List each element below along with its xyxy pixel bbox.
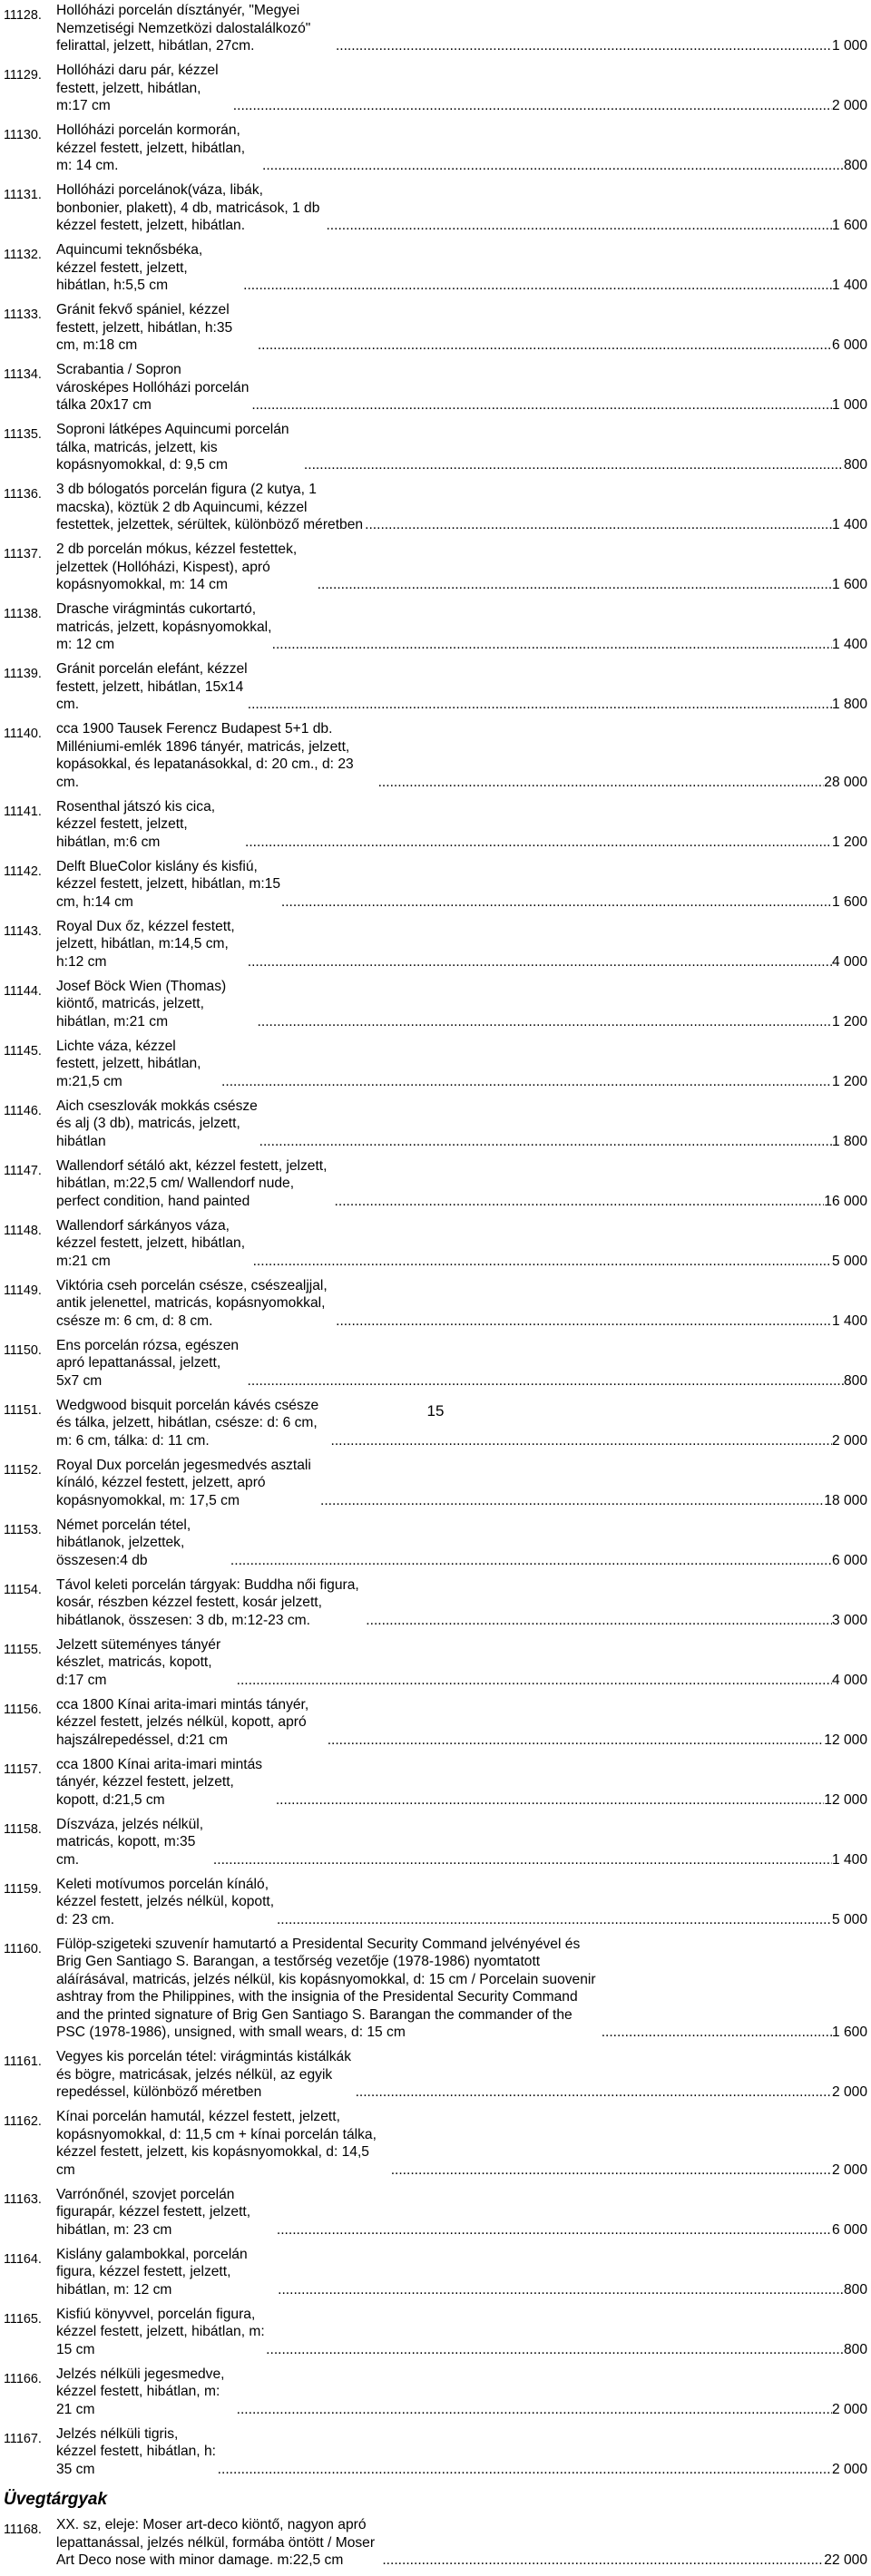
lot-number: 11161. — [4, 2054, 42, 2069]
lot-item — [4, 2108, 867, 2179]
lot-description — [56, 1576, 867, 1630]
lot-number: 11157. — [4, 1761, 42, 1777]
lot-item — [4, 660, 867, 714]
lot-text: Josef Böck Wien (Thomas) kiöntő, matricás, jelzett, hibátlan, m:21 cm — [56, 978, 227, 1029]
lot-item — [4, 421, 867, 474]
dot-leader — [277, 2221, 832, 2239]
lot-text: Viktória cseh porcelán csésze, csészealjjal, antik jelenettel, matricás, kopásnyomokkal, csésze m: 6 cm, d: 8 cm. — [56, 1277, 328, 1329]
lot-price: 1 400 — [831, 278, 867, 293]
lot-list — [4, 2, 867, 2576]
dot-leader — [366, 1612, 832, 1630]
lot-item — [4, 1098, 867, 1151]
lot-number: 11140. — [4, 727, 42, 741]
lot-number: 11146. — [4, 1103, 42, 1118]
dot-leader — [335, 1193, 825, 1211]
lot-item — [4, 1816, 867, 1869]
lot-price: 16 000 — [824, 1193, 867, 1209]
lot-leader-line — [56, 1936, 867, 2042]
lot-leader-line — [56, 1517, 867, 1570]
lot-price: 6 000 — [831, 1552, 867, 1568]
dot-leader — [382, 2552, 824, 2570]
dot-leader — [230, 1552, 832, 1570]
dot-leader — [336, 37, 832, 55]
lot-description — [56, 1816, 867, 1869]
lot-description — [56, 301, 867, 355]
lot-description — [56, 181, 867, 235]
lot-description — [56, 918, 867, 971]
lot-price: 2 000 — [831, 1432, 867, 1449]
lot-item — [4, 918, 867, 971]
dot-leader — [258, 1013, 832, 1031]
lot-description — [56, 798, 867, 852]
dot-leader — [356, 2083, 832, 2102]
lot-description — [56, 2186, 867, 2239]
lot-item — [4, 1337, 867, 1390]
lot-price: 22 000 — [824, 2552, 867, 2568]
lot-text: Soproni látképes Aquincumi porcelán tálka, matricás, jelzett, kis kopásnyomokkal, d: 9,5 cm — [56, 422, 289, 473]
dot-leader — [276, 1791, 824, 1810]
lot-item — [4, 2, 867, 55]
lot-number: 11128. — [4, 8, 42, 23]
dot-leader — [328, 1732, 825, 1750]
lot-description — [56, 122, 867, 175]
lot-number: 11148. — [4, 1223, 42, 1238]
lot-price: 4 000 — [831, 1672, 867, 1688]
lot-text: Ens porcelán rózsa, egészen apró lepattanással, jelzett, 5x7 cm — [56, 1337, 240, 1389]
lot-leader-line — [56, 181, 867, 235]
lot-item — [4, 1576, 867, 1630]
lot-leader-line — [56, 1756, 867, 1810]
lot-text: Kisfiú könyvvel, porcelán figura, kézzel festett, jelzett, hibátlan, m: 15 cm — [56, 2306, 265, 2357]
lot-number: 11147. — [4, 1163, 42, 1178]
dot-leader — [272, 636, 832, 654]
lot-price: 6 000 — [831, 337, 867, 353]
lot-leader-line — [56, 2366, 867, 2419]
lot-item — [4, 2425, 867, 2479]
dot-leader — [233, 97, 832, 115]
lot-item — [4, 2246, 867, 2299]
lot-number: 11134. — [4, 367, 42, 382]
lot-description — [56, 421, 867, 474]
lot-text: 2 db porcelán mókus, kézzel festettek, jelzettek (Hollóházi, Kispest), apró kopásnyomokkal, m: 14 cm — [56, 542, 298, 592]
dot-leader — [320, 1492, 824, 1510]
dot-leader — [331, 1432, 832, 1450]
lot-item — [4, 1038, 867, 1091]
lot-description — [56, 2, 867, 55]
lot-number: 11149. — [4, 1283, 42, 1298]
lot-leader-line — [56, 541, 867, 594]
lot-description — [56, 1217, 867, 1271]
lot-description — [56, 241, 867, 295]
lot-number: 11165. — [4, 2311, 42, 2327]
lot-leader-line — [56, 1098, 867, 1151]
lot-description — [56, 1756, 867, 1810]
lot-leader-line — [56, 2186, 867, 2239]
lot-description — [56, 858, 867, 912]
lot-number: 11130. — [4, 128, 42, 142]
dot-leader — [318, 576, 832, 594]
lot-price: 5 000 — [831, 1911, 867, 1927]
dot-leader — [262, 157, 844, 175]
lot-item — [4, 1756, 867, 1810]
lot-description — [56, 2366, 867, 2419]
dot-leader — [251, 396, 832, 415]
lot-number: 11167. — [4, 2431, 42, 2446]
lot-leader-line — [56, 798, 867, 852]
lot-leader-line — [56, 361, 867, 415]
lot-leader-line — [56, 1157, 867, 1211]
dot-leader — [326, 217, 832, 235]
lot-text: Német porcelán tétel, hibátlanok, jelzettek, összesen:4 db — [56, 1517, 191, 1568]
lot-price: 18 000 — [824, 1492, 867, 1508]
lot-price: 1 400 — [831, 517, 867, 532]
lot-text: Wallendorf sárkányos váza, kézzel festett, jelzett, hibátlan, m:21 cm — [56, 1217, 246, 1269]
lot-number: 11142. — [4, 864, 42, 879]
lot-text: Gránit porcelán elefánt, kézzel festett, jelzett, hibátlan, 15x14 cm. — [56, 661, 248, 712]
lot-list-porcelain — [4, 2, 867, 2478]
lot-price: 2 000 — [831, 2161, 867, 2178]
dot-leader — [248, 953, 832, 971]
lot-item — [4, 858, 867, 912]
lot-description — [56, 660, 867, 714]
dot-leader — [248, 1372, 844, 1390]
lot-description — [56, 1876, 867, 1929]
lot-description — [56, 1157, 867, 1211]
lot-leader-line — [56, 1337, 867, 1390]
lot-item — [4, 978, 867, 1031]
dot-leader — [278, 2281, 844, 2299]
lot-text: Rosenthal játszó kis cica, kézzel festett, jelzett, hibátlan, m:6 cm — [56, 798, 216, 850]
lot-item — [4, 1517, 867, 1570]
lot-number: 11143. — [4, 923, 42, 939]
lot-leader-line — [56, 2, 867, 55]
lot-number: 11168. — [4, 2522, 42, 2537]
lot-text: Scrabantia / Sopron városképes Hollóházi porcelán tálka 20x17 cm — [56, 362, 250, 413]
lot-description — [56, 1696, 867, 1750]
lot-item — [4, 1636, 867, 1690]
lot-price: 1 800 — [831, 1133, 867, 1149]
lot-number: 11162. — [4, 2114, 42, 2129]
lot-item — [4, 541, 867, 594]
lot-price: 1 600 — [831, 893, 867, 910]
lot-text: Gránit fekvő spániel, kézzel festett, jelzett, hibátlan, h:35 cm, m:18 cm — [56, 302, 233, 353]
lot-item — [4, 1157, 867, 1211]
lot-number: 11156. — [4, 1702, 42, 1717]
lot-price: 1 200 — [831, 834, 867, 850]
lot-text: Varrónőnél, szovjet porcelán figurapár, kézzel festett, jelzett, hibátlan, m: 23 cm — [56, 2186, 251, 2238]
lot-description — [56, 2306, 867, 2359]
dot-leader — [365, 516, 832, 534]
lot-price: 1 600 — [831, 218, 867, 233]
lot-price: 1 400 — [831, 637, 867, 652]
lot-leader-line — [56, 600, 867, 654]
lot-item — [4, 241, 867, 295]
lot-leader-line — [56, 720, 867, 791]
lot-price: 2 000 — [831, 2461, 867, 2477]
dot-leader — [218, 2461, 832, 2479]
lot-description — [56, 2246, 867, 2299]
lot-text: Kínai porcelán hamutál, kézzel festett, jelzett, kopásnyomokkal, d: 11,5 cm + kínai porcelán tálka, kézzel festett, jelzett, kis kopásnyomokkal, d: 14,5 cm — [56, 2109, 377, 2178]
lot-item — [4, 1277, 867, 1331]
lot-description — [56, 62, 867, 115]
lot-item — [4, 1457, 867, 1510]
lot-text: cca 1800 Kínai arita-imari mintás tányér, kézzel festett, jelzett, kopott, d:21,5 cm — [56, 1756, 263, 1808]
lot-leader-line — [56, 301, 867, 355]
lot-leader-line — [56, 858, 867, 912]
lot-text: cca 1900 Tausek Ferencz Budapest 5+1 db. Milléniumi-emlék 1896 tányér, matricás, jelzett, kopásokkal, és lepatanásokkal, d: 20 cm., d: 23 cm. — [56, 721, 354, 790]
lot-price: 12 000 — [824, 1791, 867, 1808]
lot-leader-line — [56, 1636, 867, 1690]
lot-description — [56, 1038, 867, 1091]
dot-leader — [221, 1073, 832, 1091]
lot-leader-line — [56, 241, 867, 295]
lot-leader-line — [56, 1576, 867, 1630]
lot-description — [56, 1517, 867, 1570]
lot-number: 11135. — [4, 427, 42, 442]
lot-leader-line — [56, 122, 867, 175]
dot-leader — [253, 1253, 832, 1271]
lot-price: 800 — [843, 2341, 867, 2357]
lot-item — [4, 2366, 867, 2419]
lot-item — [4, 2306, 867, 2359]
dot-leader — [378, 774, 825, 792]
lot-text: Aich cseszlovák mokkás csésze és alj (3 db), matricás, jelzett, hibátlan — [56, 1098, 258, 1149]
lot-text: Jelzés nélküli tigris, kézzel festett, hibátlan, h: 35 cm — [56, 2425, 216, 2477]
lot-price: 800 — [843, 1372, 867, 1389]
lot-price: 3 000 — [831, 1612, 867, 1628]
dot-leader — [243, 277, 832, 295]
lot-price: 1 000 — [831, 397, 867, 413]
lot-leader-line — [56, 62, 867, 115]
lot-text: cca 1800 Kínai arita-imari mintás tányér, kézzel festett, jelzés nélkül, kopott, apró hajszálrepedéssel, d:21 cm — [56, 1696, 309, 1748]
lot-description — [56, 361, 867, 415]
lot-number: 11160. — [4, 1941, 42, 1956]
dot-leader — [281, 893, 832, 912]
lot-leader-line — [56, 2048, 867, 2102]
lot-price: 1 200 — [831, 1073, 867, 1089]
lot-list-glass — [4, 2516, 867, 2570]
lot-item — [4, 1217, 867, 1271]
lot-item — [4, 181, 867, 235]
lot-description — [56, 720, 867, 791]
dot-leader — [266, 2341, 844, 2359]
lot-leader-line — [56, 1277, 867, 1331]
lot-leader-line — [56, 2306, 867, 2359]
lot-item — [4, 2186, 867, 2239]
lot-item — [4, 2516, 867, 2570]
lot-text: Jelzett süteményes tányér készlet, matricás, kopott, d:17 cm — [56, 1636, 221, 1688]
lot-leader-line — [56, 1217, 867, 1271]
lot-leader-line — [56, 2246, 867, 2299]
dot-leader — [258, 337, 832, 355]
lot-number: 11159. — [4, 1881, 42, 1897]
lot-item — [4, 2048, 867, 2102]
lot-leader-line — [56, 481, 867, 534]
page-number: 15 — [426, 1402, 445, 1420]
lot-item — [4, 720, 867, 791]
lot-price: 1 600 — [831, 2025, 867, 2040]
lot-number: 11141. — [4, 804, 42, 819]
dot-leader — [336, 1312, 832, 1331]
lot-number: 11144. — [4, 983, 42, 999]
lot-item — [4, 1876, 867, 1929]
lot-leader-line — [56, 2425, 867, 2479]
lot-item — [4, 481, 867, 534]
lot-text: Fülöp-szigeteki szuvenír hamutartó a Presidental Security Command jelvényével és Brig Gen Santiago S. Barangan, a testőrség vezetője (1978-1986) nyomtatott aláírásával, matricás, jelzés nélkül, kis kopásnyomokkal, d: 15 cm / Porcelain suovenir ashtray from the Philippines, with the insignia of the Presidental Security Command and the printed signature of Brig Gen Santiago S. Barangan the commander of the PSC (1978-1986), unsigned, with small wears, d: 15 cm — [56, 1936, 596, 2040]
lot-price: 2 000 — [831, 98, 867, 113]
lot-text: Royal Dux őz, kézzel festett, jelzett, hibátlan, m:14,5 cm, h:12 cm — [56, 918, 235, 970]
dot-leader — [602, 2024, 832, 2042]
lot-leader-line — [56, 1876, 867, 1929]
lot-price: 1 400 — [831, 1851, 867, 1868]
lot-leader-line — [56, 2108, 867, 2179]
dot-leader — [304, 456, 844, 474]
lot-description — [56, 1098, 867, 1151]
lot-text: Díszváza, jelzés nélkül, matricás, kopott, m:35 cm. — [56, 1816, 204, 1868]
lot-price: 800 — [843, 2281, 867, 2298]
lot-item — [4, 122, 867, 175]
lot-description — [56, 1936, 867, 2042]
lot-number: 11151. — [4, 1402, 42, 1418]
lot-text: Lichte váza, kézzel festett, jelzett, hibátlan, m:21,5 cm — [56, 1038, 201, 1089]
lot-leader-line — [56, 2516, 867, 2570]
lot-description — [56, 2516, 867, 2570]
lot-price: 1 000 — [831, 38, 867, 54]
lot-number: 11145. — [4, 1043, 42, 1059]
lot-text: Hollóházi porcelán kormorán, kézzel festett, jelzett, hibátlan, m: 14 cm. — [56, 122, 246, 173]
lot-leader-line — [56, 918, 867, 971]
lot-price: 1 600 — [831, 577, 867, 592]
lot-text: Hollóházi daru pár, kézzel festett, jelzett, hibátlan, m:17 cm — [56, 63, 219, 113]
lot-number: 11152. — [4, 1462, 42, 1478]
lot-text: Drasche virágmintás cukortartó, matricás, jelzett, kopásnyomokkal, m: 12 cm — [56, 601, 272, 652]
lot-price: 6 000 — [831, 2221, 867, 2238]
lot-text: Keleti motívumos porcelán kínáló, kézzel festett, jelzés nélkül, kopott, d: 23 cm. — [56, 1876, 275, 1927]
lot-price: 28 000 — [824, 774, 867, 790]
dot-leader — [245, 834, 832, 852]
lot-text: Jelzés nélküli jegesmedve, kézzel festett, hibátlan, m: 21 cm — [56, 2366, 225, 2417]
lot-number: 11163. — [4, 2191, 42, 2207]
lot-text: 3 db bólogatós porcelán figura (2 kutya, 1 macska), köztük 2 db Aquincumi, kézzel festettek, jelzettek, sérültek, különböző méretben — [56, 482, 364, 532]
lot-number: 11150. — [4, 1342, 42, 1358]
lot-item — [4, 361, 867, 415]
lot-text: Hollóházi porcelánok(váza, libák, bonbonier, plakett), 4 db, matricások, 1 db kézzel festett, jelzett, hibátlan. — [56, 182, 320, 233]
lot-leader-line — [56, 1038, 867, 1091]
lot-text: Vegyes kis porcelán tétel: virágmintás kistálkák és bögre, matricásak, jelzés nélkül, az egyik repedéssel, különböző méretben — [56, 2049, 352, 2100]
lot-item — [4, 1936, 867, 2042]
lot-number: 11155. — [4, 1642, 42, 1657]
lot-description — [56, 1457, 867, 1510]
lot-leader-line — [56, 421, 867, 474]
lot-number: 11166. — [4, 2371, 42, 2386]
lot-number: 11137. — [4, 547, 42, 561]
lot-leader-line — [56, 1696, 867, 1750]
lot-description — [56, 2425, 867, 2479]
section-title-glass: Üvegtárgyak — [4, 2490, 108, 2509]
lot-description — [56, 2108, 867, 2179]
dot-leader — [248, 696, 832, 714]
lot-description — [56, 1636, 867, 1690]
lot-leader-line — [56, 1816, 867, 1869]
lot-text: Aquincumi teknősbéka, kézzel festett, jelzett, hibátlan, h:5,5 cm — [56, 242, 203, 293]
lot-number: 11129. — [4, 68, 42, 83]
lot-description — [56, 978, 867, 1031]
lot-number: 11158. — [4, 1821, 42, 1837]
lot-item — [4, 301, 867, 355]
lot-price: 2 000 — [831, 2084, 867, 2100]
lot-number: 11133. — [4, 307, 42, 322]
lot-leader-line — [56, 978, 867, 1031]
lot-text: Távol keleti porcelán tárgyak: Buddha női figura, kosár, részben kézzel festett, kosár jelzett, hibátlanok, összesen: 3 db, m:12-23 cm. — [56, 1576, 359, 1628]
lot-leader-line — [56, 660, 867, 714]
lot-number: 11139. — [4, 667, 42, 681]
lot-text: XX. sz, eleje: Moser art-deco kiöntő, nagyon apró lepattanással, jelzés nélkül, formába öntött / Moser Art Deco nose with minor damage. m:22,5 cm — [56, 2517, 376, 2568]
lot-text: Wallendorf sétáló akt, kézzel festett, jelzett, hibátlan, m:22,5 cm/ Wallendorf nude, perfect condition, hand painted — [56, 1157, 328, 1209]
lot-description — [56, 1277, 867, 1331]
lot-number: 11132. — [4, 248, 42, 262]
lot-text: Wedgwood bisquit porcelán kávés csésze és tálka, jelzett, hibátlan, csésze: d: 6 cm, m: 6 cm, tálka: d: 11 cm. — [56, 1397, 319, 1449]
lot-number: 11138. — [4, 607, 42, 621]
dot-leader — [213, 1851, 832, 1869]
lot-description — [56, 1337, 867, 1390]
lot-text: Delft BlueColor kislány és kisfiú, kézzel festett, jelzett, hibátlan, m:15 cm, h:14 cm — [56, 858, 281, 910]
lot-price: 2 000 — [831, 2401, 867, 2417]
lot-price: 12 000 — [824, 1732, 867, 1748]
lot-number: 11153. — [4, 1522, 42, 1537]
lot-item — [4, 1696, 867, 1750]
lot-description — [56, 2048, 867, 2102]
lot-text: Royal Dux porcelán jegesmedvés asztali kínáló, kézzel festett, jelzett, apró kopásnyomokkal, m: 17,5 cm — [56, 1457, 311, 1508]
lot-price: 1 400 — [831, 1312, 867, 1329]
lot-text: Hollóházi porcelán dísztányér, "Megyei Nemzetiségi Nemzetközi dalostalálkozó" felirattal, jelzett, hibátlan, 27cm. — [56, 3, 311, 54]
dot-leader — [259, 1133, 832, 1151]
lot-number: 11131. — [4, 188, 42, 202]
lot-item — [4, 798, 867, 852]
lot-number: 11154. — [4, 1582, 42, 1597]
dot-leader — [391, 2161, 832, 2180]
lot-number: 11164. — [4, 2251, 42, 2267]
dot-leader — [277, 1911, 832, 1929]
lot-price: 800 — [843, 158, 867, 173]
lot-text: Kislány galambokkal, porcelán figura, kézzel festett, jelzett, hibátlan, m: 12 cm — [56, 2246, 248, 2298]
lot-price: 4 000 — [831, 953, 867, 970]
lot-price: 1 200 — [831, 1013, 867, 1029]
lot-leader-line — [56, 1457, 867, 1510]
dot-leader — [237, 2401, 832, 2419]
lot-item — [4, 600, 867, 654]
dot-leader — [237, 1672, 832, 1690]
lot-description — [56, 481, 867, 534]
lot-item — [4, 62, 867, 115]
lot-description — [56, 600, 867, 654]
lot-description — [56, 541, 867, 594]
lot-price: 800 — [843, 457, 867, 473]
lot-price: 5 000 — [831, 1253, 867, 1269]
lot-number: 11136. — [4, 487, 42, 502]
lot-price: 1 800 — [831, 697, 867, 712]
